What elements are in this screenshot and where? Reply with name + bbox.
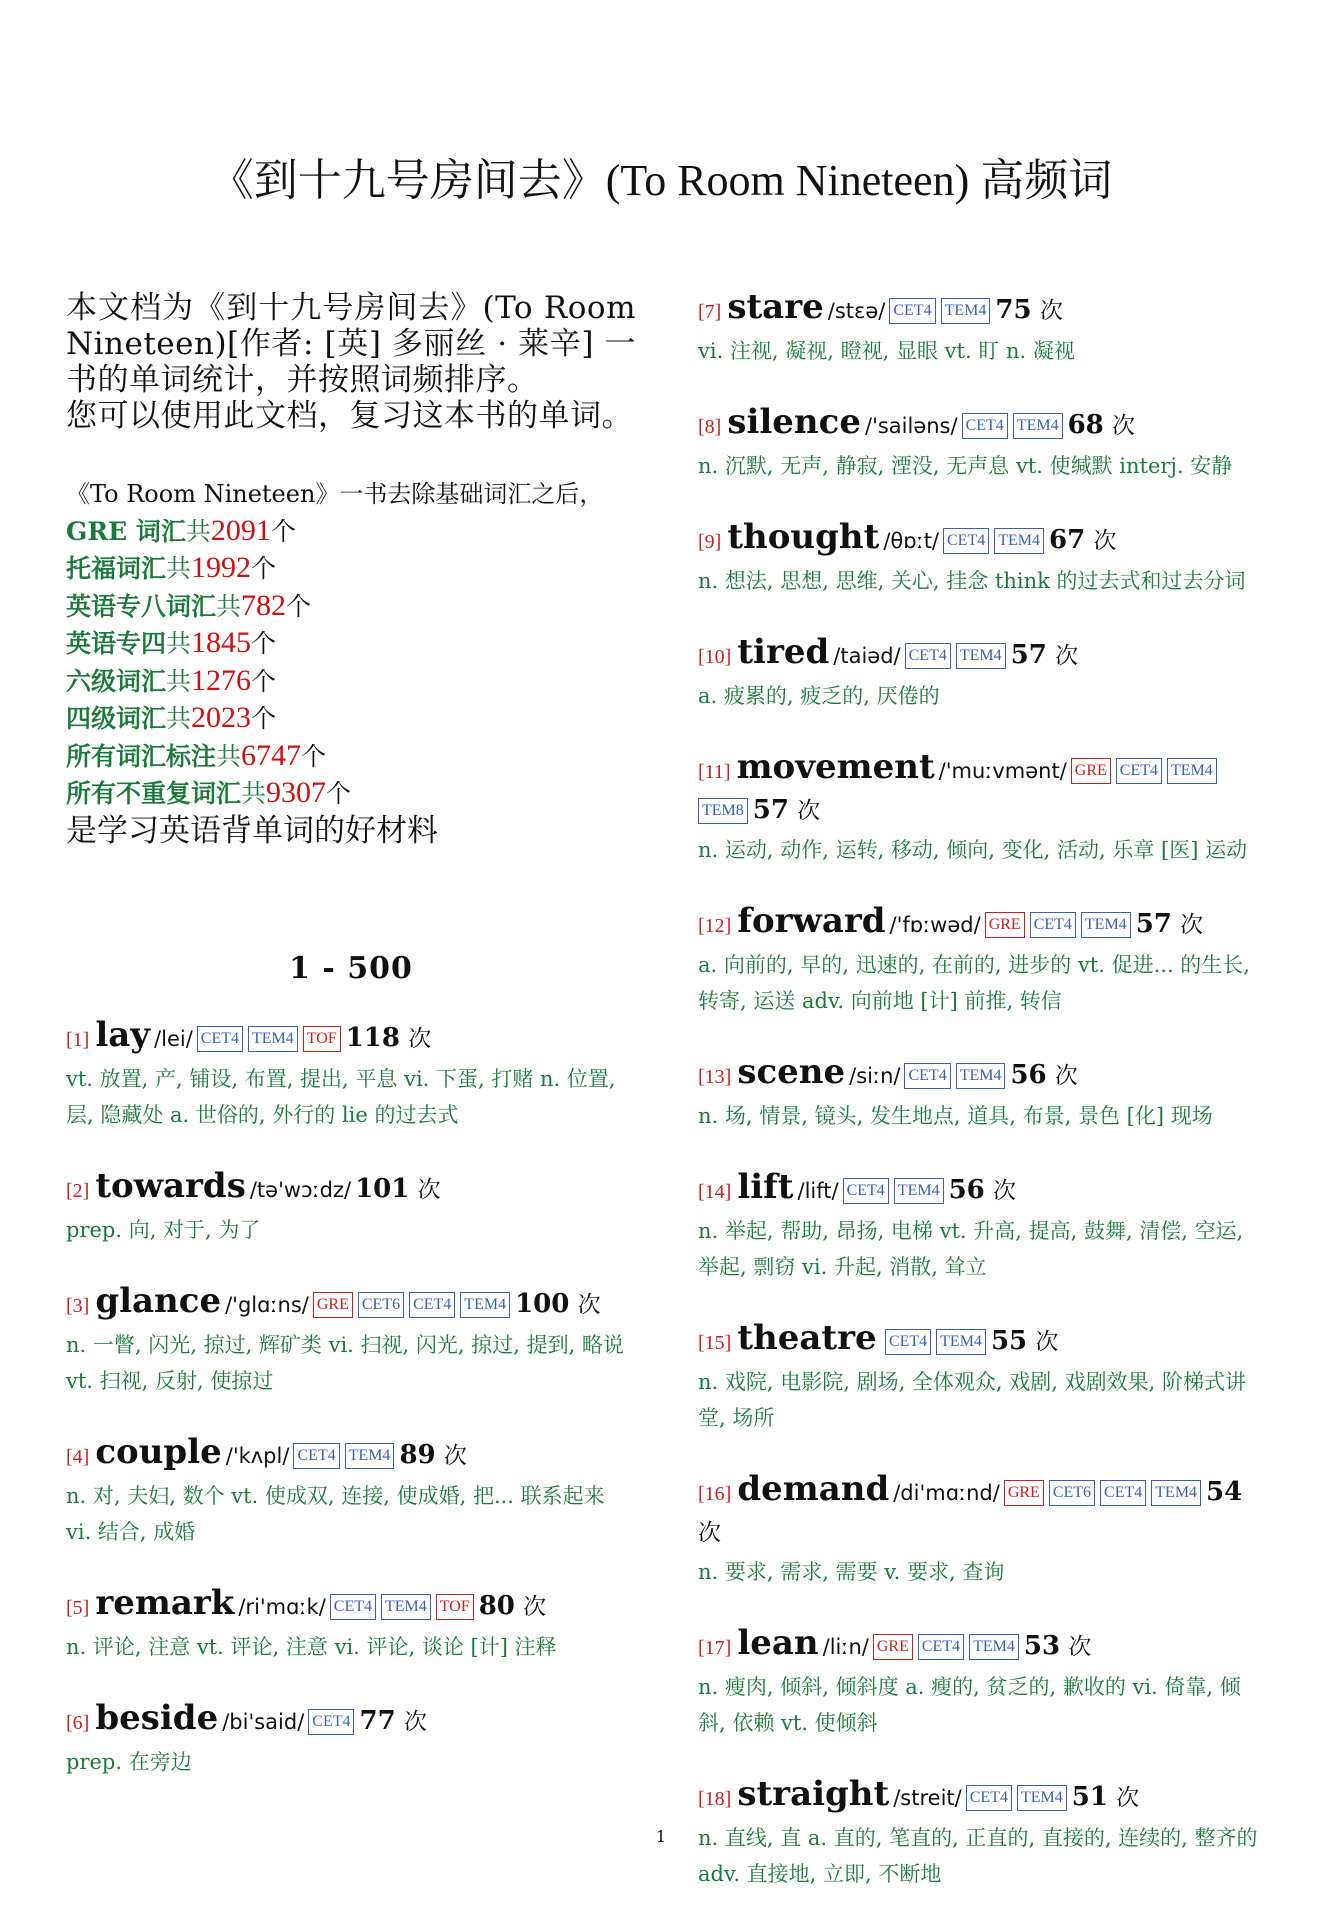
entry-headline [698,518,1266,561]
entry-word: forward [737,901,886,941]
count-unit: 次 [523,1594,547,1620]
left-column [66,290,636,1814]
exam-tag: CET6 [358,1292,404,1318]
count-unit: 次 [443,1443,467,1469]
entry-headline [66,1699,636,1742]
exam-tag: TEM8 [698,798,748,824]
entry-count: 57 [752,795,789,825]
stat-label: 所有不重复词汇 [66,779,242,808]
intro-paragraph-2: 您可以使用此文档，复习这本书的单词。 [66,398,633,434]
entry-headline [698,748,1266,830]
stat-row [66,588,636,626]
entry-headline [698,1624,1266,1667]
entry-phonetic: /streit/ [893,1786,962,1810]
stat-unit: 个 [326,779,352,808]
entry-definition: n. 举起, 帮助, 昂扬, 电梯 vt. 升高, 提高, 鼓舞, 清偿, 空运, 举起, 剽窃 vi. 升起, 消散, 耸立 [698,1219,1244,1279]
entry-phonetic: /siːn/ [849,1064,901,1088]
entry-definition: a. 向前的, 早的, 迅速的, 在前的, 进步的 vt. 促进... 的生长, 转寄, 运送 adv. 向前地 [计] 前推, 转信 [698,953,1250,1013]
entry-word: thought [727,517,880,557]
exam-tag: TEM4 [1017,1785,1067,1811]
entry-definition: a. 疲累的, 疲乏的, 厌倦的 [698,684,940,708]
entry-headline [698,1775,1266,1818]
word-entry [66,1433,636,1550]
word-entry [698,1168,1266,1285]
exam-tag: CET4 [330,1594,376,1620]
entry-index: [13] [698,1066,732,1088]
exam-tag: CET4 [904,1063,950,1089]
entry-headline [698,902,1266,945]
vocab-stats [66,476,636,849]
stat-count: 1276 [191,663,252,697]
entry-headline [66,1167,636,1210]
entry-count: 75 [995,295,1032,325]
stat-row [66,738,636,776]
stat-unit: 个 [286,591,312,621]
stat-unit: 个 [251,554,277,583]
entry-word: movement [736,747,935,787]
entry-headline [698,403,1266,446]
stat-mid: 共 [166,629,192,658]
exam-tag: CET4 [1100,1480,1146,1506]
intro-paragraph-1: 本文档为《到十九号房间去》(To Room Nineteen)[作者: [英] 多丽丝 · 莱辛] 一书的单词统计，并按照词频排序。 [66,290,636,398]
count-unit: 次 [1039,298,1063,324]
entry-index: [15] [698,1332,732,1354]
stat-mid: 共 [166,554,192,583]
entry-count: 55 [990,1326,1028,1356]
stat-mid: 共 [166,666,192,696]
stat-label: 六级词汇 [66,666,167,696]
entry-headline [66,1282,636,1325]
entry-index: [4] [66,1446,90,1468]
count-unit: 次 [1112,413,1136,439]
exam-tag: TEM4 [956,643,1006,669]
entry-word: remark [95,1583,235,1623]
entry-headline [698,633,1266,676]
stat-unit: 个 [251,629,277,658]
entry-phonetic: /'muːvmənt/ [938,759,1067,783]
entry-headline [66,1433,636,1476]
count-unit: 次 [1055,643,1079,669]
entry-index: [6] [66,1712,90,1734]
stat-count: 782 [241,588,287,622]
exam-tag: CET4 [966,1785,1012,1811]
exam-tag: CET4 [918,1634,964,1660]
entry-index: [11] [698,761,731,783]
exam-tag: GRE [313,1292,353,1318]
entry-definition: n. 要求, 需求, 需要 v. 要求, 查询 [698,1560,1005,1584]
entry-index: [8] [698,416,722,438]
entry-count: 57 [1135,909,1172,939]
count-unit: 次 [403,1709,427,1735]
entry-count: 68 [1067,410,1104,440]
entry-count: 118 [345,1023,400,1053]
word-entry [698,902,1266,1019]
exam-tag: TOF [303,1026,341,1052]
entry-word: silence [727,402,861,442]
exam-tag: TEM4 [1081,912,1131,938]
entry-count: 100 [515,1289,570,1319]
page-number: 1 [655,1827,667,1846]
entry-count: 67 [1049,525,1086,555]
entry-word: lean [737,1623,819,1663]
entry-phonetic: /taiəd/ [833,644,901,668]
exam-tag: CET4 [1030,912,1076,938]
exam-tag: TEM4 [248,1026,298,1052]
stats-lead: 《To Room Nineteen》一书去除基础词汇之后， [66,480,604,508]
entry-count: 80 [478,1591,515,1621]
entry-phonetic: /'kʌpl/ [225,1444,290,1468]
exam-tag: CET4 [943,528,989,554]
entry-index: [17] [698,1637,732,1659]
stat-count: 1992 [191,551,252,584]
entry-index: [2] [66,1180,90,1202]
stat-unit: 个 [251,666,277,696]
stat-row [66,700,636,738]
entry-definition: n. 评论, 注意 vt. 评论, 注意 vi. 评论, 谈论 [计] 注释 [66,1635,557,1659]
exam-tag: TEM4 [381,1594,431,1620]
entry-index: [9] [698,531,722,553]
entry-index: [18] [698,1788,732,1810]
exam-tag: CET4 [843,1178,889,1204]
stat-count: 1845 [191,626,252,659]
stat-label: GRE 词汇 [66,516,186,546]
stat-row [66,513,636,551]
stats-list [66,513,636,813]
entry-count: 101 [355,1174,410,1204]
count-unit: 次 [1093,528,1117,554]
stat-label: 所有词汇标注 [66,741,217,771]
exam-tag: CET4 [889,298,935,324]
exam-tag: CET4 [1116,758,1162,784]
entry-phonetic: /liːn/ [822,1635,869,1659]
exam-tag: CET4 [905,643,951,669]
exam-tag: GRE [1071,758,1111,784]
count-unit: 次 [797,798,821,824]
entry-headline [698,1053,1266,1096]
entry-count: 54 [1206,1477,1243,1507]
exam-tag: TEM4 [894,1178,944,1204]
entry-word: couple [95,1432,222,1472]
word-entry [66,1016,636,1133]
entry-headline [698,288,1266,331]
entry-word: lay [95,1015,151,1055]
word-entry [698,1624,1266,1741]
stat-count: 2023 [191,701,252,734]
entry-word: towards [95,1166,246,1206]
entry-headline [698,1470,1266,1552]
exam-tag: GRE [985,912,1025,938]
entry-phonetic: /bi'said/ [222,1710,305,1734]
entry-count: 77 [359,1706,396,1736]
word-entry [698,748,1266,868]
exam-tag: CET4 [308,1709,354,1735]
entry-index: [14] [698,1181,732,1203]
entry-index: [7] [698,301,722,323]
stat-mid: 共 [185,516,211,546]
exam-tag: CET4 [885,1329,931,1355]
stat-mid: 共 [166,704,192,733]
word-list-left [66,1016,636,1780]
entry-headline [66,1584,636,1627]
stat-row [66,663,636,701]
stat-unit: 个 [301,741,327,771]
entry-definition: vt. 放置, 产, 铺设, 布置, 提出, 平息 vi. 下蛋, 打赌 n. 位置, 层, 隐藏处 a. 世俗的, 外行的 lie 的过去式 [66,1067,616,1127]
word-entry [698,1053,1266,1134]
stat-unit: 个 [270,516,296,546]
stat-count: 9307 [266,776,327,809]
word-entry [698,633,1266,714]
entry-count: 57 [1010,640,1047,670]
count-unit: 次 [1116,1785,1140,1811]
entry-headline [698,1319,1266,1362]
stat-mid: 共 [216,741,242,771]
entry-phonetic: /di'mɑːnd/ [893,1481,1000,1505]
exam-tag: TEM4 [1151,1480,1201,1506]
exam-tag: TEM4 [941,298,991,324]
entry-definition: n. 沉默, 无声, 静寂, 湮没, 无声息 vt. 使缄默 interj. 安静 [698,454,1233,478]
right-column [698,288,1266,1926]
count-unit: 次 [408,1026,432,1052]
entry-word: stare [727,287,824,327]
stat-row [66,625,636,663]
entry-definition: n. 对, 夫妇, 数个 vt. 使成双, 连接, 使成婚, 把... 联系起来 vi. 结合, 成婚 [66,1484,605,1544]
entry-index: [12] [698,915,732,937]
exam-tag: CET4 [409,1292,455,1318]
stat-unit: 个 [251,704,277,733]
entry-count: 53 [1023,1631,1061,1661]
entry-phonetic: /stɛə/ [827,299,886,323]
entry-definition: n. 戏院, 电影院, 剧场, 全体观众, 戏剧, 戏剧效果, 阶梯式讲堂, 场所 [698,1370,1246,1430]
entry-word: demand [737,1469,890,1509]
entry-phonetic: /θɒːt/ [883,529,939,553]
entry-word: tired [737,632,830,672]
count-unit: 次 [698,1520,721,1546]
word-entry [698,1470,1266,1590]
count-unit: 次 [1035,1329,1059,1355]
exam-tag: TEM4 [956,1063,1006,1089]
exam-tag: TEM4 [994,528,1044,554]
entry-word: scene [737,1052,846,1092]
entry-definition: vi. 注视, 凝视, 瞪视, 显眼 vt. 盯 n. 凝视 [698,339,1075,363]
entry-index: [10] [698,646,732,668]
count-unit: 次 [1180,912,1204,938]
entry-index: [1] [66,1029,90,1051]
exam-tag: TEM4 [460,1292,510,1318]
exam-tag: TEM4 [936,1329,986,1355]
word-list-right [698,288,1266,1892]
entry-word: theatre [737,1318,877,1358]
entry-count: 56 [1010,1060,1047,1090]
count-unit: 次 [1068,1634,1092,1660]
entry-phonetic: /ri'mɑːk/ [238,1595,326,1619]
entry-count: 56 [948,1175,985,1205]
exam-tag: TEM4 [345,1443,395,1469]
entry-phonetic: /tə'wɔːdz/ [249,1178,352,1202]
page-title: 《到十九号房间去》(To Room Nineteen) 高频词 [209,156,1113,205]
exam-tag: TEM4 [1167,758,1217,784]
exam-tag: CET6 [1049,1480,1095,1506]
entry-headline [698,1168,1266,1211]
exam-tag: CET4 [293,1443,339,1469]
stat-count: 6747 [241,738,302,772]
stat-mid: 共 [216,591,242,621]
entry-definition: prep. 在旁边 [66,1750,192,1774]
exam-tag: TEM4 [969,1634,1019,1660]
exam-tag: TEM4 [1013,413,1063,439]
entry-count: 89 [399,1440,436,1470]
entry-word: lift [737,1167,794,1207]
stats-closing: 是学习英语背单词的好材料 [66,812,438,849]
entry-definition: n. 瘦肉, 倾斜, 倾斜度 a. 瘦的, 贫乏的, 歉收的 vi. 倚靠, 倾斜, 依赖 vt. 使倾斜 [698,1675,1241,1735]
intro [66,290,636,434]
stat-row [66,550,636,588]
entry-definition: n. 运动, 动作, 运转, 移动, 倾向, 变化, 活动, 乐章 [医] 运动 [698,838,1248,862]
entry-index: [3] [66,1295,90,1317]
count-unit: 次 [577,1292,601,1318]
entry-word: glance [95,1281,222,1321]
entry-definition: n. 一瞥, 闪光, 掠过, 辉矿类 vi. 扫视, 闪光, 掠过, 提到, 略说 vt. 扫视, 反射, 使掠过 [66,1333,624,1393]
entry-definition: n. 场, 情景, 镜头, 发生地点, 道具, 布景, 景色 [化] 现场 [698,1104,1213,1128]
entry-phonetic: /'fɒːwəd/ [889,913,981,937]
entry-count: 51 [1071,1782,1108,1812]
word-entry [698,288,1266,369]
count-unit: 次 [1054,1063,1078,1089]
stat-label: 四级词汇 [66,704,167,733]
stat-row [66,775,636,813]
word-entry [66,1584,636,1665]
entry-headline [66,1016,636,1059]
entry-index: [16] [698,1483,732,1505]
word-entry [66,1282,636,1399]
stat-label: 托福词汇 [66,554,167,583]
exam-tag: CET4 [962,413,1008,439]
entry-phonetic: /'glɑːns/ [225,1293,309,1317]
stat-label: 英语专四 [66,629,167,658]
entry-definition: n. 直线, 直 a. 直的, 笔直的, 正直的, 直接的, 连续的, 整齐的 adv. 直接地, 立即, 不断地 [698,1826,1258,1886]
word-entry [66,1167,636,1248]
word-entry [698,403,1266,484]
count-unit: 次 [417,1177,441,1203]
entry-word: beside [95,1698,219,1738]
stat-label: 英语专八词汇 [66,591,217,621]
entry-definition: prep. 向, 对于, 为了 [66,1218,261,1242]
stat-count: 2091 [210,513,271,547]
entry-phonetic: /lift/ [797,1179,839,1203]
count-unit: 次 [993,1178,1017,1204]
entry-definition: n. 想法, 思想, 思维, 关心, 挂念 think 的过去式和过去分词 [698,569,1246,593]
entry-word: straight [737,1774,890,1814]
exam-tag: GRE [873,1634,913,1660]
exam-tag: CET4 [197,1026,243,1052]
word-entry [698,1319,1266,1436]
entry-index: [5] [66,1597,90,1619]
exam-tag: TOF [436,1594,474,1620]
entry-phonetic: /'sailəns/ [865,414,958,438]
exam-tag: GRE [1004,1480,1044,1506]
word-entry [66,1699,636,1780]
entry-phonetic: /lei/ [154,1027,193,1051]
word-entry [698,518,1266,599]
section-heading: 1 - 500 [289,951,413,986]
stat-mid: 共 [241,779,267,808]
